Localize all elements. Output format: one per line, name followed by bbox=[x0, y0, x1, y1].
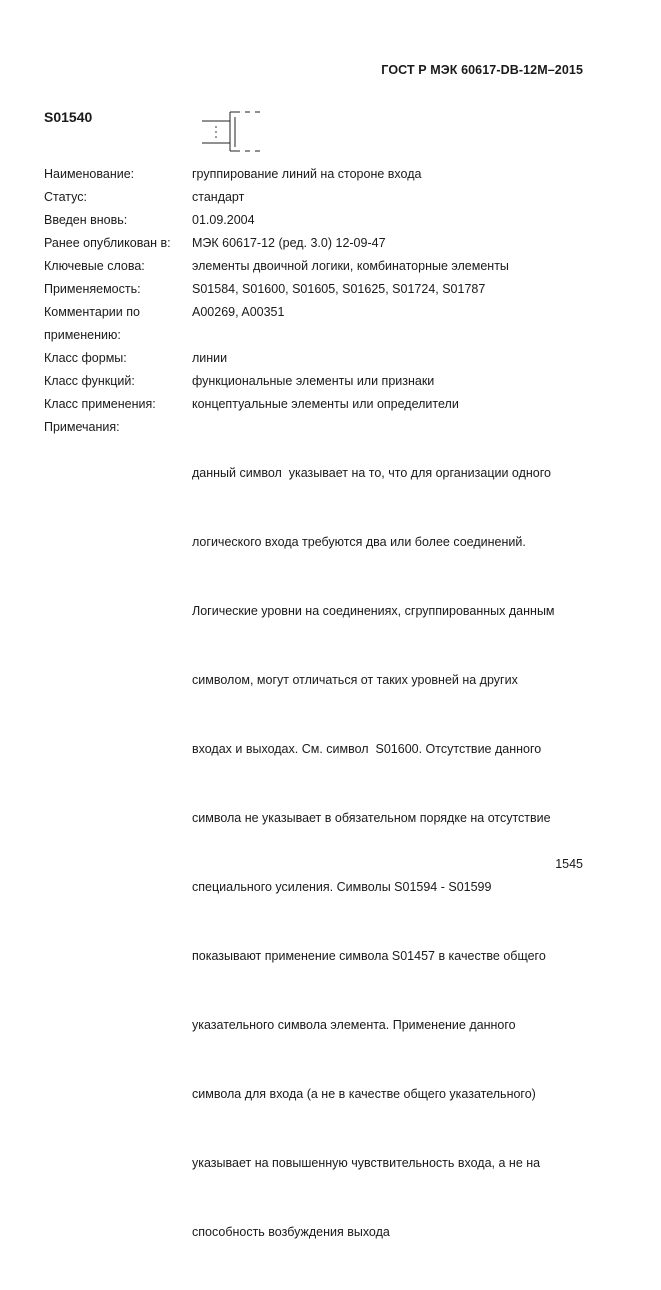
field-value: стандарт bbox=[192, 190, 245, 204]
notes-line: специального усиления. Символы S01594 - S01599 bbox=[192, 880, 492, 894]
notes-text bbox=[192, 416, 604, 1290]
attributes-table bbox=[44, 163, 604, 1290]
field-label: Класс применения: bbox=[44, 397, 156, 411]
field-label: Ранее опубликован в: bbox=[44, 236, 171, 250]
field-label: Класс функций: bbox=[44, 374, 135, 388]
grouping-lines-input-icon bbox=[200, 107, 270, 157]
field-published bbox=[44, 232, 604, 255]
field-name bbox=[44, 163, 604, 186]
notes-line: символом, могут отличаться от таких уровней на других bbox=[192, 673, 518, 687]
symbol-code: S01540 bbox=[44, 109, 93, 125]
field-value: A00269, A00351 bbox=[192, 305, 285, 319]
field-label: Введен вновь: bbox=[44, 213, 128, 227]
standard-header: ГОСТ Р МЭК 60617-DB-12M–2015 bbox=[381, 63, 583, 77]
notes-line: показывают применение символа S01457 в качестве общего bbox=[192, 949, 546, 963]
notes-line: логического входа требуются два или более соединений. bbox=[192, 535, 526, 549]
field-applicability bbox=[44, 278, 604, 301]
field-label: Примечания: bbox=[44, 420, 120, 434]
field-keywords bbox=[44, 255, 604, 278]
field-label: Класс формы: bbox=[44, 351, 127, 365]
field-value: группирование линий на стороне входа bbox=[192, 167, 422, 181]
notes-line: данный символ указывает на то, что для организации одного bbox=[192, 466, 551, 480]
field-value: концептуальные элементы или определители bbox=[192, 397, 459, 411]
field-value: элементы двоичной логики, комбинаторные элементы bbox=[192, 259, 509, 273]
field-comments bbox=[44, 301, 604, 347]
field-function-class bbox=[44, 370, 604, 393]
notes-line: способность возбуждения выхода bbox=[192, 1225, 390, 1239]
notes-line: Логические уровни на соединениях, сгруппированных данным bbox=[192, 604, 555, 618]
field-label: Наименование: bbox=[44, 167, 135, 181]
field-value: линии bbox=[192, 351, 228, 365]
field-notes bbox=[44, 416, 604, 1290]
notes-line: указательного символа элемента. Применение данного bbox=[192, 1018, 516, 1032]
field-introduced bbox=[44, 209, 604, 232]
field-value: функциональные элементы или признаки bbox=[192, 374, 435, 388]
notes-line: символа не указывает в обязательном порядке на отсутствие bbox=[192, 811, 551, 825]
field-value: 01.09.2004 bbox=[192, 213, 255, 227]
field-form-class bbox=[44, 347, 604, 370]
field-label: Применяемость: bbox=[44, 282, 141, 296]
field-label: Статус: bbox=[44, 190, 87, 204]
page-number: 1545 bbox=[555, 857, 583, 871]
field-label-line: Комментарии по bbox=[44, 305, 140, 319]
notes-line: входах и выходах. См. символ S01600. Отсутствие данного bbox=[192, 742, 542, 756]
field-application-class bbox=[44, 393, 604, 416]
field-label bbox=[44, 301, 192, 347]
notes-line: символа для входа (а не в качестве общего указательного) bbox=[192, 1087, 536, 1101]
field-value: S01584, S01600, S01605, S01625, S01724, S01787 bbox=[192, 282, 486, 296]
notes-line: указывает на повышенную чувствительность входа, а не на bbox=[192, 1156, 541, 1170]
field-status bbox=[44, 186, 604, 209]
field-label: Ключевые слова: bbox=[44, 259, 145, 273]
field-label-line: применению: bbox=[44, 328, 121, 342]
field-value: МЭК 60617-12 (ред. 3.0) 12-09-47 bbox=[192, 236, 386, 250]
